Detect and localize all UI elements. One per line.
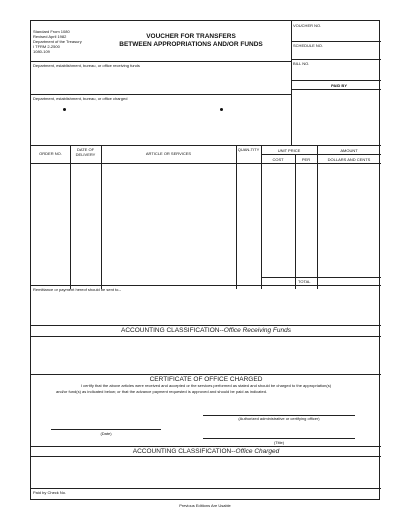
accounting-charged-main: ACCOUNTING CLASSIFICATION-- <box>132 448 236 455</box>
voucher-no-label: VOUCHER NO. <box>293 23 322 28</box>
col-per: PER <box>301 157 311 162</box>
paid-by-label: PAID BY <box>331 83 347 88</box>
col-cost: COST <box>272 157 284 162</box>
col-quantity: QUAN-TITY <box>237 147 260 152</box>
certificate-text-2: and/or fund(s) as indicated below; or that the advance payment requested is approved and should be paid as indicated. <box>56 389 268 394</box>
col-date-delivery: DATE OF DELIVERY <box>75 147 96 157</box>
certificate-title: CERTIFICATE OF OFFICE CHARGED <box>149 376 263 383</box>
accounting-receiving-sub: Office Receiving Funds <box>223 327 291 334</box>
form-title-line2: BETWEEN APPROPRIATIONS AND/OR FUNDS <box>119 41 263 48</box>
form-info-line: Standard From 1080 <box>33 29 70 34</box>
previous-editions-note: Previous Editions Are Usable <box>179 503 231 508</box>
authorized-officer-label: (Authorized administrative or certifying officer) <box>238 416 320 421</box>
col-dollars-cents: DOLLARS AND CENTS <box>327 157 371 162</box>
schedule-no-label: SCHEDULE NO. <box>293 43 324 48</box>
accounting-charged-sub: Office Charged <box>235 448 280 455</box>
dept-charged-label: Department, establishment, bureau, or office charged <box>33 96 128 101</box>
form-info-line: 1080-109 <box>33 49 50 54</box>
col-unit-price: UNIT PRICE <box>277 148 301 153</box>
form-info-line: Department of the Treasury <box>33 39 82 44</box>
form-title <box>91 33 291 49</box>
accounting-receiving-heading <box>31 327 381 334</box>
certificate-text-1: I certify that the above articles were received and accepted or the services performed as stated and should be charged to the appropriation(s) <box>80 383 332 388</box>
form-info-line: Revised April 1982 <box>33 34 67 39</box>
col-order-no: ORDER NO. <box>39 151 62 156</box>
bullet-dot-right <box>220 108 223 111</box>
total-label: TOTAL <box>298 279 311 284</box>
accounting-receiving-main: ACCOUNTING CLASSIFICATION-- <box>120 327 224 334</box>
form-info-line: I TFRM 2-2500 <box>33 44 60 49</box>
paid-by-check-label: Paid by Check No. <box>33 490 67 495</box>
col-article: ARTICLE OR SERVICES <box>145 151 192 156</box>
bill-no-label: BILL NO. <box>293 61 310 66</box>
remittance-label: Remittance or payment hereof should be sent to-- <box>33 287 122 292</box>
accounting-charged-heading <box>31 448 381 455</box>
date-label: (Date) <box>100 431 112 436</box>
voucher-form <box>30 20 380 500</box>
col-amount: AMOUNT <box>340 148 358 153</box>
title-label: (Title) <box>273 440 285 445</box>
bullet-dot-left <box>63 108 66 111</box>
dept-receiving-label: Department, establishment, bureau, or office receiving funds <box>33 63 140 68</box>
form-title-line1: VOUCHER FOR TRANSFERS <box>146 33 236 40</box>
